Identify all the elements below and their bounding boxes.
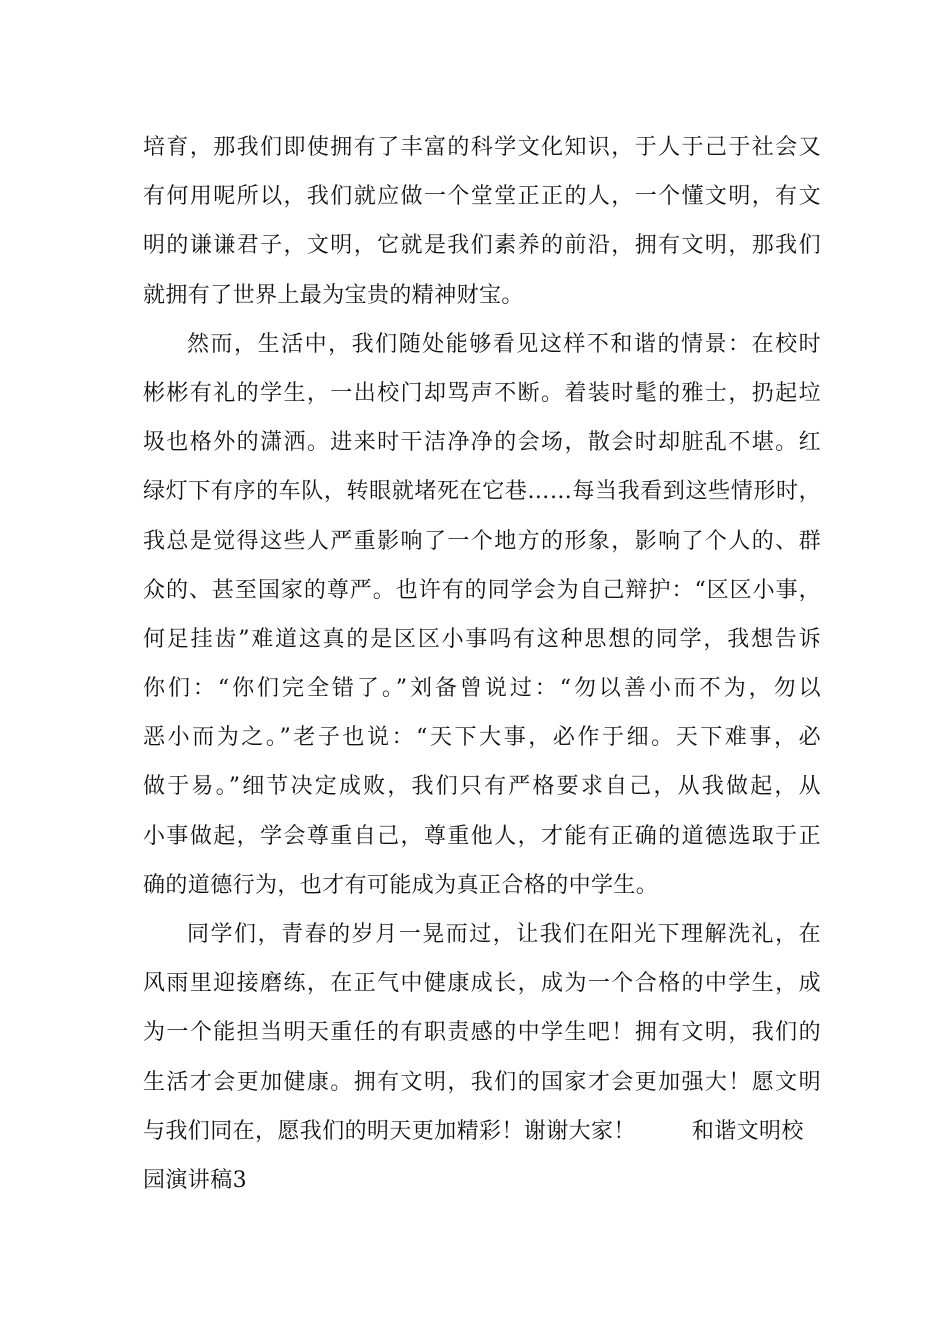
text-line: 风雨里迎接磨练，在正气中健康成长，成为一个合格的中学生，成 bbox=[143, 971, 821, 997]
closing-text: 与我们同在，愿我们的明天更加精彩！谢谢大家！ bbox=[143, 1118, 636, 1144]
text-line: 你们：“你们完全错了。”刘备曾说过：“勿以善小而不为，勿以 bbox=[143, 676, 821, 702]
document-body bbox=[143, 123, 821, 1205]
text-line: 确的道德行为，也才有可能成为真正合格的中学生。 bbox=[143, 872, 659, 898]
text-line: 彬彬有礼的学生，一出校门却骂声不断。着装时髦的雅士，扔起垃 bbox=[143, 380, 821, 406]
closing-line bbox=[143, 1107, 821, 1156]
text-line: 同学们，青春的岁月一晃而过，让我们在阳光下理解洗礼，在 bbox=[187, 922, 821, 947]
text-line: 明的谦谦君子，文明，它就是我们素养的前沿，拥有文明，那我们 bbox=[143, 233, 821, 259]
text-line: 为一个能担当明天重任的有职责感的中学生吧！拥有文明，我们的 bbox=[143, 1020, 821, 1046]
text-line: 有何用呢所以，我们就应做一个堂堂正正的人，一个懂文明，有文 bbox=[143, 184, 821, 210]
text-line: 何足挂齿”难道这真的是区区小事吗有这种思想的同学，我想告诉 bbox=[143, 626, 821, 652]
text-line: 小事做起，学会尊重自己，尊重他人，才能有正确的道德选取于正 bbox=[143, 823, 821, 849]
text-line: 众的、甚至国家的尊严。也许有的同学会为自己辩护：“区区小事， bbox=[143, 577, 821, 603]
text-line: 然而，生活中，我们随处能够看见这样不和谐的情景：在校时 bbox=[187, 331, 821, 357]
text-line: 绿灯下有序的车队，转眼就堵死在它巷……每当我看到这些情形时， bbox=[143, 479, 821, 505]
text-line: 我总是觉得这些人严重影响了一个地方的形象，影响了个人的、群 bbox=[143, 528, 821, 554]
text-line: 恶小而为之。”老子也说：“天下大事，必作于细。天下难事，必 bbox=[143, 725, 821, 751]
text-line: 生活才会更加健康。拥有文明，我们的国家才会更加强大！愿文明 bbox=[143, 1069, 821, 1095]
text-line: 就拥有了世界上最为宝贵的精神财宝。 bbox=[143, 282, 524, 308]
next-title-part2: 园演讲稿3 bbox=[143, 1167, 247, 1193]
text-line: 培育，那我们即使拥有了丰富的科学文化知识，于人于己于社会又 bbox=[143, 135, 821, 160]
next-title-part1: 和谐文明校 bbox=[691, 1118, 804, 1144]
text-line: 圾也格外的潇洒。进来时干洁净净的会场，散会时却脏乱不堪。红 bbox=[143, 430, 821, 456]
text-line: 做于易。”细节决定成败，我们只有严格要求自己，从我做起，从 bbox=[143, 774, 821, 800]
